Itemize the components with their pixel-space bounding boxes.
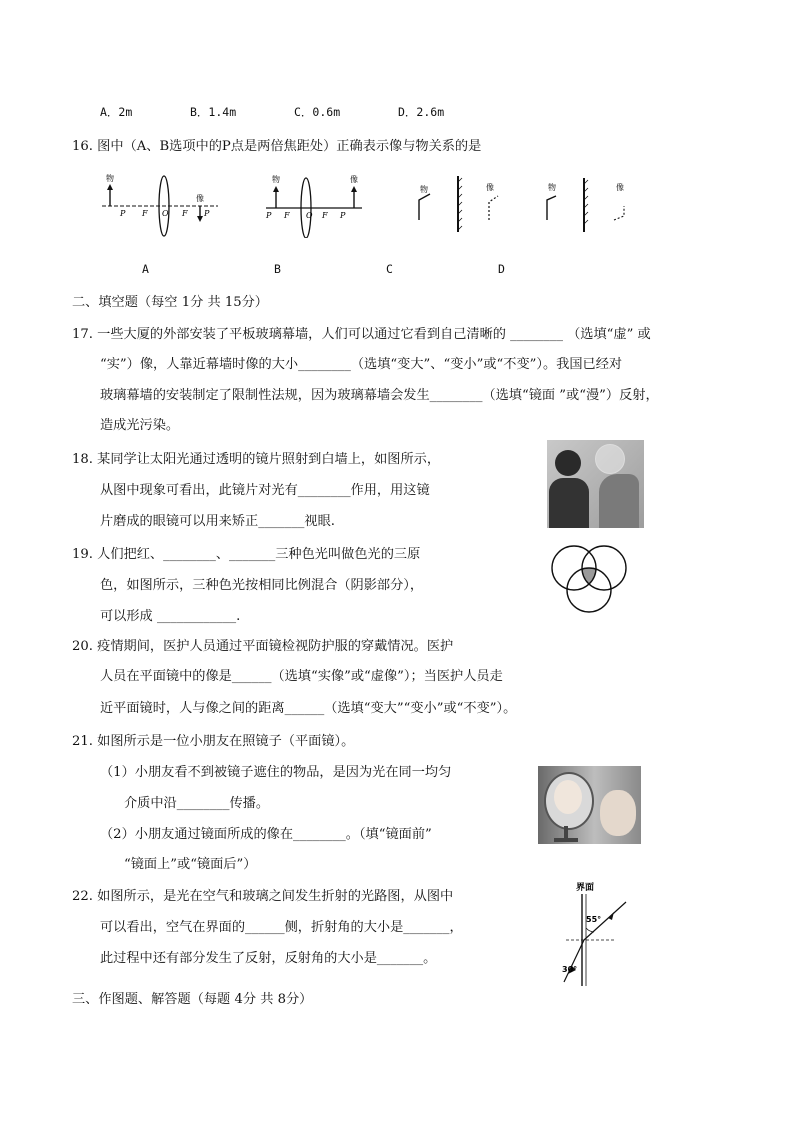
q16-choice-a: A	[142, 262, 149, 276]
q19-line-3: 可以形成 ____________.	[100, 609, 241, 624]
q21-line-5: “镜面上”或“镜面后”）	[124, 857, 257, 872]
refraction-diagram	[556, 878, 628, 990]
q21-line-3: 介质中沿________传播。	[124, 796, 270, 811]
q18-line-3: 片磨成的眼镜可以用来矫正_______视眼.	[100, 514, 335, 529]
svg-text:物: 物	[272, 175, 280, 184]
svg-text:O: O	[306, 211, 313, 220]
svg-text:像: 像	[616, 183, 624, 192]
q17-line-4: 造成光污染。	[100, 418, 180, 433]
svg-text:P: P	[204, 209, 210, 218]
q22-line-1: 22. 如图所示，是光在空气和玻璃之间发生折射的光路图，从图中	[72, 889, 454, 904]
q18-line-2: 从图中现象可看出，此镜片对光有________作用，用这镜	[100, 483, 430, 498]
q16-choice-b: B	[274, 262, 281, 276]
q15-option-b: B．1.4m	[190, 105, 237, 119]
angle-55-label: 55°	[586, 915, 602, 924]
angle-30-label: 30°	[562, 965, 578, 974]
three-primary-circles-figure	[548, 538, 636, 614]
svg-text:像: 像	[486, 183, 494, 192]
lens-photo	[547, 440, 644, 528]
q15-option-a: A．2m	[100, 105, 133, 119]
q16-choice-d: D	[498, 262, 505, 276]
q22-line-3: 此过程中还有部分发生了反射，反射角的大小是_______。	[100, 951, 437, 966]
svg-text:P: P	[120, 209, 126, 218]
q21-line-1: 21. 如图所示是一位小朋友在照镜子（平面镜）。	[72, 734, 355, 749]
q18-line-1: 18. 某同学让太阳光通过透明的镜片照射到白墙上，如图所示，	[72, 452, 441, 467]
q19-line-1: 19. 人们把红、________、_______三种色光叫做色光的三原	[72, 547, 421, 562]
q17-line-1: 17. 一些大厦的外部安装了平板玻璃幕墙，人们可以通过它看到自己清晰的 ________ （选填“虚” 或	[72, 327, 651, 342]
q21-line-2: （1）小朋友看不到被镜子遮住的物品，是因为光在同一均匀	[100, 765, 452, 780]
q16-choice-c: C	[386, 262, 393, 276]
child-mirror-photo	[538, 766, 641, 844]
fig-a-image-label: 像	[196, 194, 204, 203]
svg-text:F: F	[182, 209, 188, 218]
svg-text:O: O	[162, 209, 169, 218]
q20-line-3: 近平面镜时，人与像之间的距离______（选填“变大”“变小”或“不变”）。	[100, 701, 517, 716]
svg-text:P: P	[266, 211, 272, 220]
section3-heading: 三、作图题、解答题（每题 4分 共 8分）	[72, 992, 313, 1007]
q16-figure-b	[262, 168, 366, 238]
q15-option-d: D．2.6m	[398, 105, 445, 119]
q22-line-2: 可以看出，空气在界面的______侧，折射角的大小是_______，	[100, 920, 463, 935]
interface-label: 界面	[576, 883, 595, 893]
q16-figure-c	[414, 172, 474, 236]
q16-figure-d	[540, 176, 640, 236]
q17-line-2: “实”）像，人靠近幕墙时像的大小________（选填“变大”、“变小”或“不变”）。我国已经对	[100, 357, 623, 372]
q21-line-4: （2）小朋友通过镜面所成的像在________。（填“镜面前”	[100, 827, 432, 842]
fig-a-object-label: 物	[106, 174, 114, 183]
q20-line-1: 20. 疫情期间，医护人员通过平面镜检视防护服的穿戴情况。医护	[72, 639, 454, 654]
q20-line-2: 人员在平面镜中的像是______（选填“实像”或“虚像”）；当医护人员走	[100, 669, 503, 684]
q15-option-c: C．0.6m	[294, 105, 341, 119]
svg-text:像: 像	[350, 175, 358, 184]
svg-text:物: 物	[548, 183, 556, 192]
q16-figure-a	[96, 168, 220, 238]
svg-text:F: F	[142, 209, 148, 218]
q16-stem: 16. 图中（A、B选项中的P点是两倍焦距处）正确表示像与物关系的是	[72, 139, 482, 154]
section2-heading: 二、填空题（每空 1分 共 15分）	[72, 295, 268, 310]
q19-line-2: 色，如图所示，三种色光按相同比例混合（阴影部分），	[100, 578, 424, 593]
svg-text:P: P	[340, 211, 346, 220]
svg-text:F: F	[322, 211, 328, 220]
q17-line-3: 玻璃幕墙的安装制定了限制性法规，因为玻璃幕墙会发生________（选填“镜面 ”或“漫”）反射，	[100, 388, 659, 403]
svg-text:物: 物	[420, 185, 428, 194]
svg-text:F: F	[284, 211, 290, 220]
